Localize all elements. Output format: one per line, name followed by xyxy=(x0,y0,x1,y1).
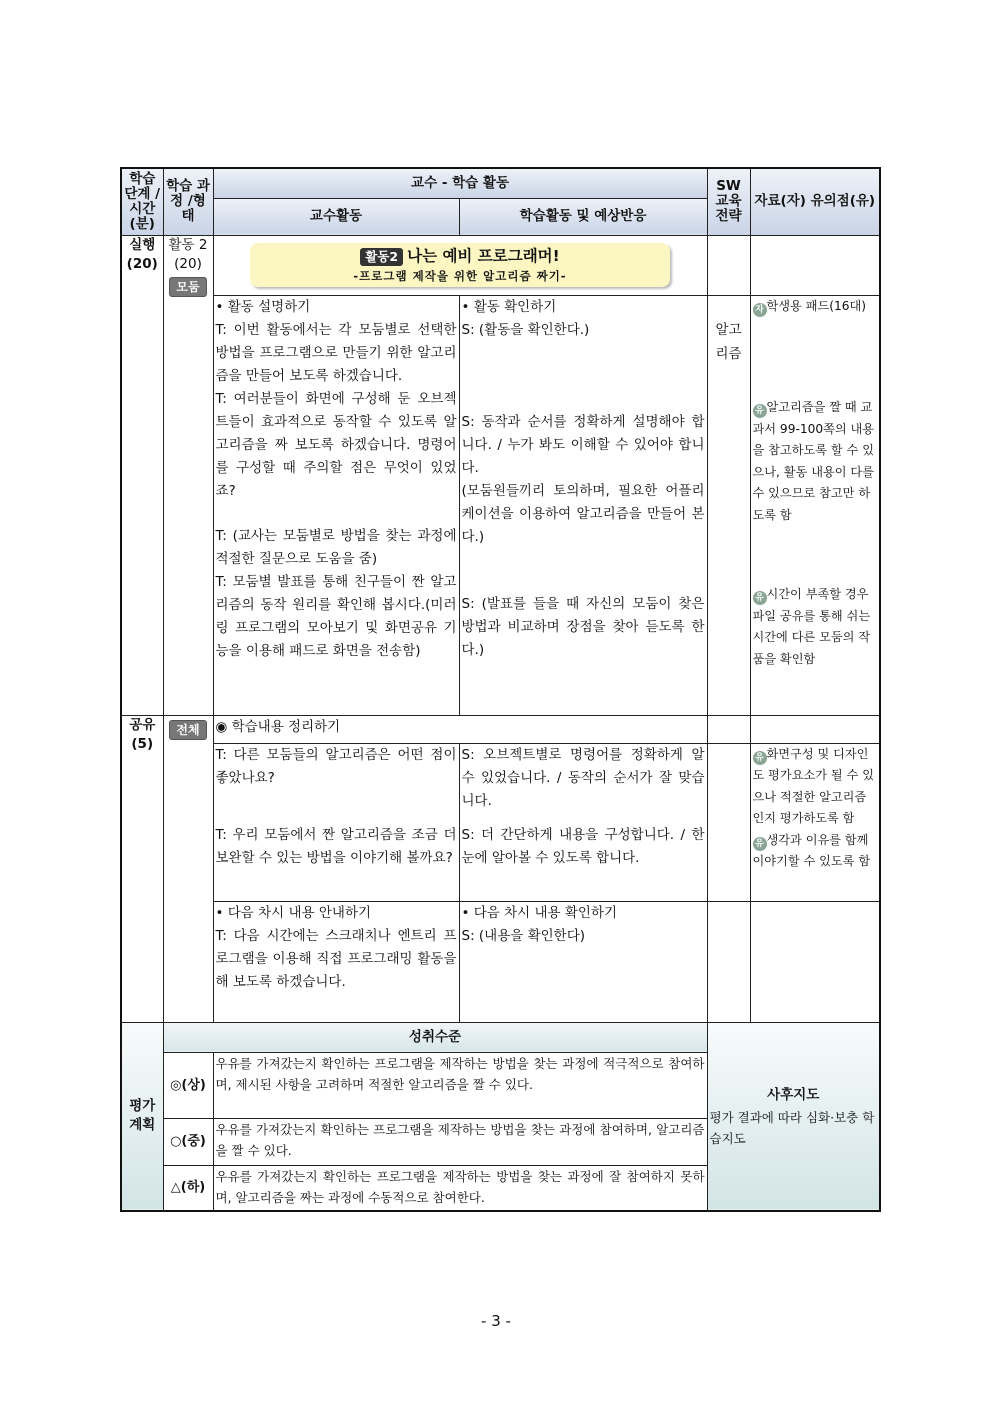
level-grade: ○(중) xyxy=(163,1118,213,1165)
run-stage-cell xyxy=(121,235,163,715)
run-form-badge: 모둠 xyxy=(169,277,206,297)
share-notes-cell xyxy=(750,743,880,901)
header-teacher: 교수활동 xyxy=(213,198,459,235)
run-teacher-line: T: 모둠별 발표를 통해 친구들이 짠 알고리즘의 동작 원리를 확인해 봅시다.(미러링 프로그램의 모아보기 및 화면공유 기능을 이용해 패드로 화면을 전송함) xyxy=(215,573,457,659)
note-item: 유 생각과 이유를 함께 이야기할 수 있도록 함 xyxy=(752,832,871,868)
activity-banner-cell xyxy=(213,235,707,295)
share-minutes: (5) xyxy=(131,735,154,752)
lesson-plan-table xyxy=(120,167,881,1212)
header-teaching-learning: 교수 - 학습 활동 xyxy=(213,168,707,198)
level-text: 우유를 가져갔는지 확인하는 프로그램을 제작하는 방법을 찾는 과정에 참여하며, 알고리즘을 짤 수 있다. xyxy=(213,1118,707,1165)
share-summary-title: ◉ 학습내용 정리하기 xyxy=(213,715,707,743)
run-teacher-line: T: 이번 활동에서는 각 모둠별로 선택한 방법을 프로그램으로 만들기 위한 알고리즘을 만들어 보도록 하겠습니다. xyxy=(215,321,457,384)
banner-tag: 활동2 xyxy=(360,248,403,266)
header-sw-strategy: SW 교육 전략 xyxy=(707,168,750,235)
next-teacher-cell xyxy=(213,901,459,1022)
run-student-line: S: (발표를 들을 때 자신의 모둠이 찾은 방법과 비교하며 장점을 찾아 듣도록 한다.) xyxy=(461,595,705,658)
caution-icon: 유 xyxy=(753,837,767,851)
level-grade: ◎(상) xyxy=(163,1052,213,1118)
header-process-form: 학습 과정 /형태 xyxy=(163,168,213,235)
run-activity: 활동 2 xyxy=(168,236,208,253)
header-stage-time: 학습 단계 /시간 (분) xyxy=(121,168,163,235)
run-stage: 실행 xyxy=(129,236,156,253)
followup-cell xyxy=(707,1022,880,1211)
level-text: 우유를 가져갔는지 확인하는 프로그램을 제작하는 방법을 찾는 과정에 적극적으로 참여하며, 제시된 사항을 고려하며 적절한 알고리즘을 짤 수 있다. xyxy=(213,1052,707,1118)
share-stage-cell xyxy=(121,715,163,1022)
next-student-cell xyxy=(459,901,707,1022)
note-item: 유 화면구성 및 디자인도 평가요소가 될 수 있으나 적절한 알고리즘인지 평가하도록 함 xyxy=(752,746,874,825)
followup-text: 평가 결과에 따라 심화·보충 학습지도 xyxy=(709,1109,875,1146)
caution-icon: 유 xyxy=(753,404,767,418)
banner-title: 나는 예비 프로그래머! xyxy=(407,247,560,265)
next-student-line: • 다음 차시 내용 확인하기 xyxy=(461,904,618,921)
run-student-cell xyxy=(459,295,707,715)
activity-banner xyxy=(250,243,670,287)
header-materials: 자료(자) 유의점(유) xyxy=(750,168,880,235)
share-process-cell xyxy=(163,715,213,1022)
run-teacher-cell xyxy=(213,295,459,715)
share-form-badge: 전체 xyxy=(169,720,206,740)
header-student: 학습활동 및 예상반응 xyxy=(459,198,707,235)
run-student-line: S: (활동을 확인한다.) xyxy=(461,321,590,338)
run-teacher-line: T: (교사는 모둠별로 방법을 찾는 과정에 적절한 질문으로 도움을 줌) xyxy=(215,527,457,567)
share-student-cell xyxy=(459,743,707,901)
run-notes-cell xyxy=(750,295,880,715)
run-student-line: (모둠원들끼리 토의하며, 필요한 어플리케이션을 이용하여 알고리즘을 만들어 본다.) xyxy=(461,482,705,545)
run-process-cell xyxy=(163,235,213,715)
next-student-line: S: (내용을 확인한다) xyxy=(461,927,586,944)
note-item: 자 학생용 패드(16대) xyxy=(753,296,878,318)
run-activity-minutes: (20) xyxy=(174,255,202,272)
note-item: 유 시간이 부족할 경우 파일 공유를 통해 쉬는 시간에 다른 모둠의 작품을 확인함 xyxy=(752,587,871,666)
share-student-line: S: 오브젝트별로 명령어를 정확하게 알 수 있었습니다. / 동작의 순서가 잘 맞습니다. xyxy=(461,746,705,809)
note-item: 유 알고리즘을 짤 때 교과서 99-100쪽의 내용을 참고하도록 할 수 있으나, 활동 내용이 다를 수 있으므로 참고만 하도록 함 xyxy=(752,400,875,522)
run-student-line: • 활동 확인하기 xyxy=(461,298,557,315)
share-teacher-line: T: 다른 모둠들의 알고리즘은 어떤 점이 좋았나요? xyxy=(215,746,457,786)
level-grade: △(하) xyxy=(163,1165,213,1211)
next-teacher-line: • 다음 차시 내용 안내하기 xyxy=(215,904,372,921)
evaluation-header: 성취수준 xyxy=(163,1022,707,1052)
caution-icon: 유 xyxy=(753,751,767,765)
run-teacher-line: T: 여러분들이 화면에 구성해 둔 오브젝트들이 효과적으로 동작할 수 있도록 알고리즘을 짜 보도록 하겠습니다. 명령어를 구성할 때 주의할 점은 무엇이 있었죠? xyxy=(215,390,457,499)
run-sw-strategy: 알고 리즘 xyxy=(707,295,750,715)
caution-icon: 유 xyxy=(753,591,767,605)
evaluation-label: 평가 계획 xyxy=(121,1022,163,1211)
share-student-line: S: 더 간단하게 내용을 구성합니다. / 한 눈에 알아볼 수 있도록 합니다. xyxy=(461,826,705,866)
banner-subtitle: -프로그램 제작을 위한 알고리즘 짜기- xyxy=(353,269,567,283)
materials-icon: 자 xyxy=(753,303,767,317)
next-teacher-line: T: 다음 시간에는 스크래치나 엔트리 프로그램을 이용해 직접 프로그래밍 활동을 해 보도록 하겠습니다. xyxy=(215,927,457,990)
share-stage: 공유 xyxy=(129,716,156,733)
share-teacher-line: T: 우리 모둠에서 짠 알고리즘을 조금 더 보완할 수 있는 방법을 이야기해 볼까요? xyxy=(215,826,457,866)
share-teacher-cell xyxy=(213,743,459,901)
run-student-line: S: 동작과 순서를 정확하게 설명해야 합니다. / 누가 봐도 이해할 수 있어야 합니다. xyxy=(461,413,705,476)
page-number: - 3 - xyxy=(481,1312,511,1330)
run-minutes: (20) xyxy=(126,255,158,272)
followup-title: 사후지도 xyxy=(767,1086,820,1103)
level-text: 우유를 가져갔는지 확인하는 프로그램을 제작하는 방법을 찾는 과정에 잘 참여하지 못하며, 알고리즘을 짜는 과정에 수동적으로 참여한다. xyxy=(213,1165,707,1211)
run-teacher-line: • 활동 설명하기 xyxy=(215,298,311,315)
